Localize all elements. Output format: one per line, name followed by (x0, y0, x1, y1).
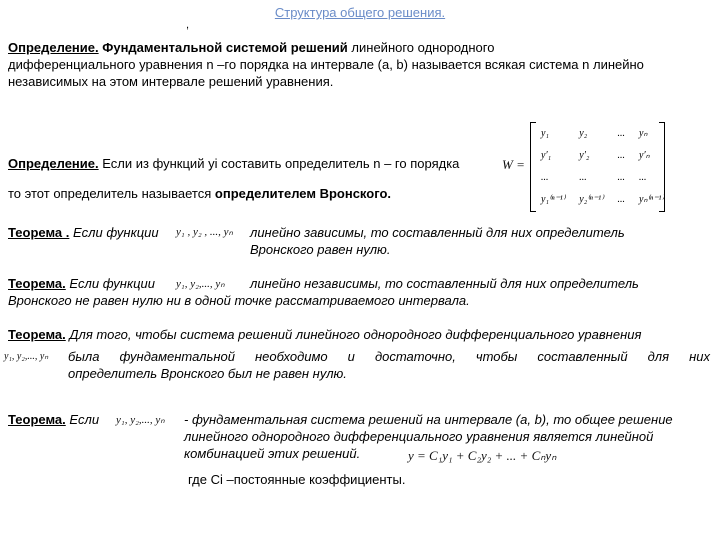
definition-wronskian-line-2 (8, 185, 528, 202)
theorem-3-line-2: была фундаментальной необходимо и достаточно, чтобы составленный для них (68, 349, 710, 364)
wronskian-matrix (530, 122, 665, 212)
page-title[interactable]: Структура общего решения. (274, 5, 446, 20)
function-list: y₁, y₂,..., yₙ (4, 351, 49, 362)
theorem-line: линейно зависимы, то составленный для них определитель (250, 225, 625, 240)
matrix-cell: ... (617, 193, 626, 205)
theorem-2-text: линейно независимы, то составленный для них определитель (250, 276, 639, 291)
theorem-2-line-2: Вронского не равен нулю ни в одной точке рассматриваемого интервала. (8, 293, 470, 308)
definition-wronskian-line-1 (8, 155, 498, 172)
matrix-cell: y′₂ (579, 149, 590, 161)
definition-label: Определение. (8, 156, 99, 171)
theorem-4 (8, 411, 208, 428)
theorem-label: Теорема . (8, 225, 70, 240)
theorem-line: комбинацией этих решений. (184, 446, 361, 461)
wronskian-symbol: W = (502, 157, 525, 172)
general-solution-formula: y = C₁y₁ + C₂y₂ + ... + Cₙyₙ (408, 448, 557, 463)
function-list: y₁, y₂,..., yₙ (176, 278, 225, 290)
theorem-label: Теорема. (8, 412, 66, 427)
theorem-label: Теорема. (8, 276, 66, 291)
matrix-cell: ... (617, 127, 626, 139)
matrix-row (534, 122, 671, 144)
matrix-right-bracket (659, 122, 665, 212)
definition-text: Если из функций yi составить определитель n – го порядка (102, 156, 460, 171)
function-list: y₁ , y₂ , ..., yₙ (176, 226, 233, 238)
matrix-cell: ... (541, 171, 549, 183)
definition-line-2: дифференциального уравнения n –го порядка на интервале (a, b) называется всякая система n линейно (8, 57, 644, 72)
matrix-cell: y₁⁽ⁿ⁻¹⁾ (541, 193, 566, 205)
matrix-row (534, 166, 671, 188)
theorem-text: Если функции (73, 225, 159, 240)
definition-term: Фундаментальной системой решений (102, 40, 348, 55)
definition-line-1 (8, 39, 708, 56)
theorem-label: Теорема. (8, 327, 66, 342)
matrix-cell: ... (639, 171, 647, 183)
function-list: y₁, y₂,..., yₙ (116, 414, 165, 426)
matrix-cell: yₙ (639, 127, 648, 139)
definition-text: линейного однородного (351, 40, 495, 55)
theorem-text: Если функции (69, 276, 155, 291)
matrix-cell: y₁ (541, 127, 549, 139)
constants-note: где Ci –постоянные коэффициенты. (188, 472, 406, 487)
definition-line-3: независимых на этом интервале решений уравнения. (8, 74, 334, 89)
theorem-line: линейного однородного дифференциального уравнения является линейной (184, 429, 654, 444)
theorem-line: Вронского равен нулю. (250, 242, 391, 257)
theorem-1-text (250, 224, 710, 258)
matrix-row (534, 144, 671, 166)
matrix-table (534, 122, 671, 210)
matrix-cell: ... (617, 149, 626, 161)
matrix-cell: y′₁ (541, 149, 552, 161)
definition-fundamental-system (8, 39, 708, 90)
stray-mark: , (186, 19, 190, 31)
matrix-cell: y₂⁽ⁿ⁻¹⁾ (579, 193, 604, 205)
theorem-line: - фундаментальная система решений на интервале (a, b), то общее решение (184, 412, 673, 427)
matrix-left-bracket (530, 122, 536, 212)
theorem-3-line-3: определитель Вронского был не равен нулю. (68, 366, 347, 381)
theorem-3 (8, 326, 708, 343)
matrix-cell: yₙ⁽ⁿ⁻¹⁾ (639, 193, 664, 205)
definition-text: то этот определитель называется (8, 186, 212, 201)
matrix-cell: y′ₙ (639, 149, 650, 161)
definition-term: определителем Вронского. (214, 186, 391, 201)
definition-label: Определение. (8, 40, 99, 55)
matrix-cell: ... (579, 171, 587, 183)
matrix-cell: ... (617, 171, 626, 183)
matrix-row (534, 188, 671, 210)
theorem-text: Если (69, 412, 100, 427)
matrix-cell: y₂ (579, 127, 588, 139)
theorem-text: Для того, чтобы система решений линейного однородного дифференциального уравнения (69, 327, 642, 342)
